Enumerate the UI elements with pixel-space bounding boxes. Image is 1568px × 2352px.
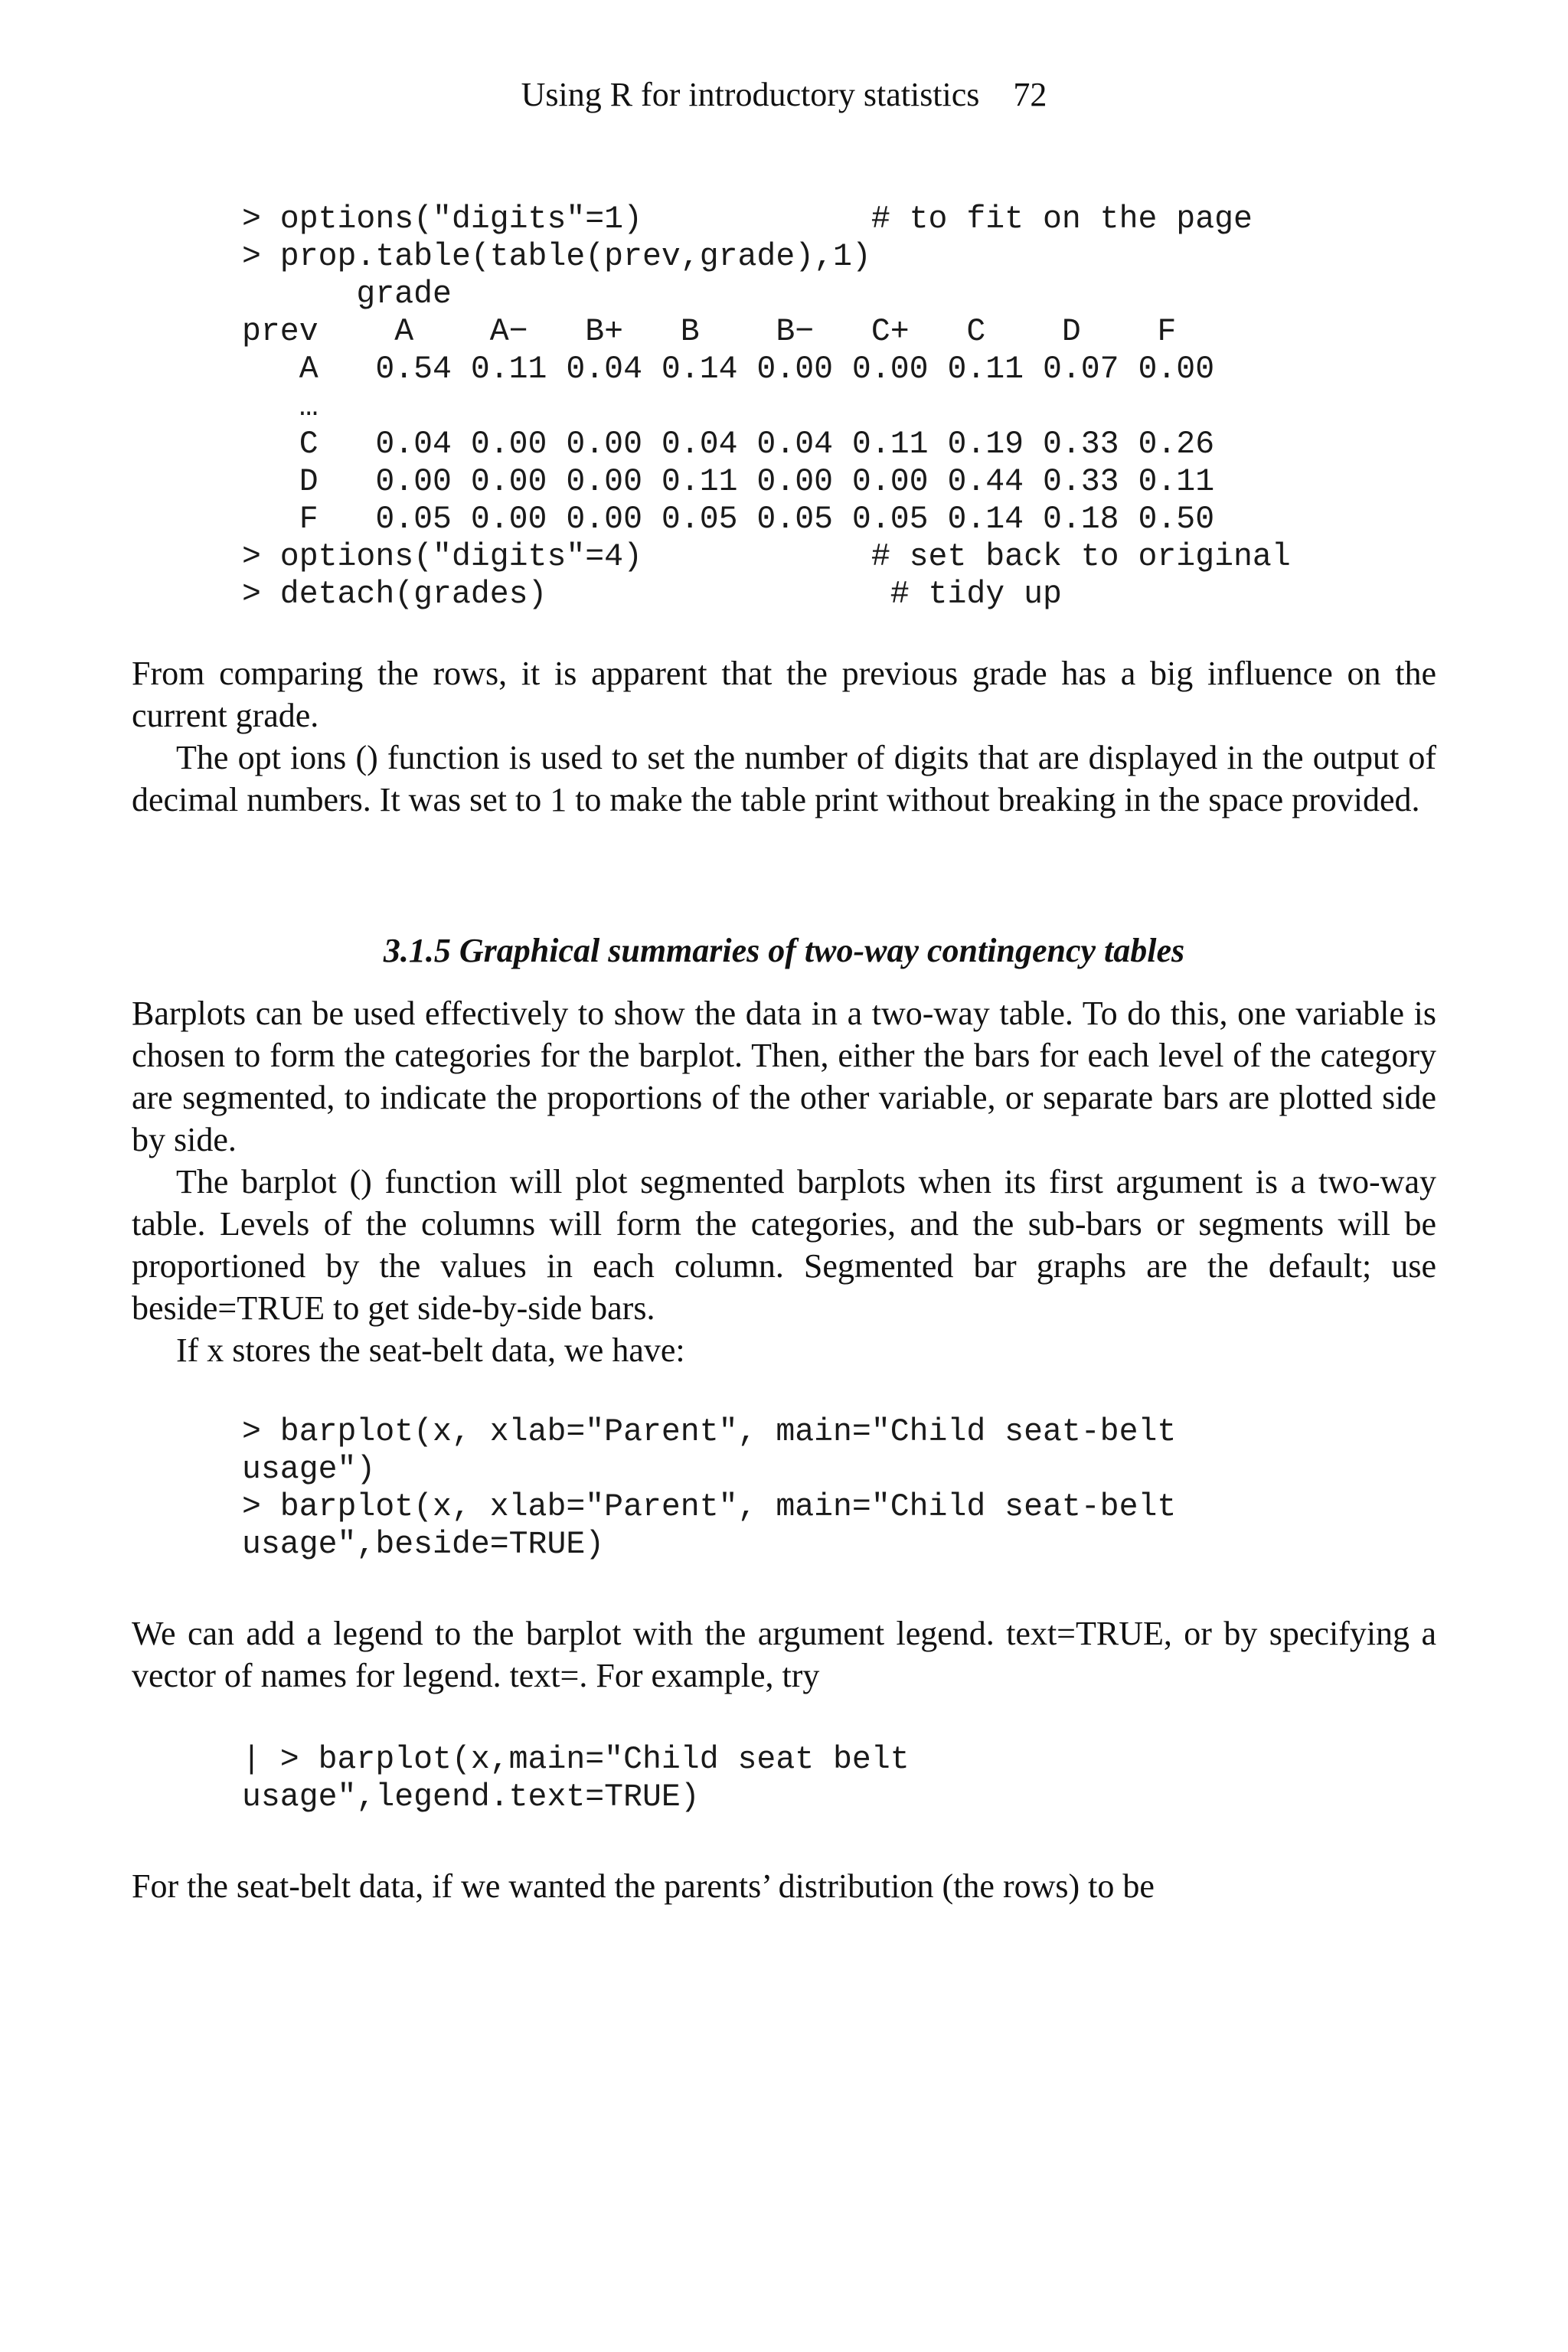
paragraph: For the seat-belt data, if we wanted the parents’ distribution (the rows) to be xyxy=(132,1867,1155,1905)
code-block-prop-table xyxy=(242,201,1291,613)
code-line: > prop.table(table(prev,grade),1) xyxy=(242,239,871,275)
body-text-legend xyxy=(132,1612,1436,1697)
paragraph: If x stores the seat-belt data, we have: xyxy=(176,1331,685,1369)
code-line: usage") xyxy=(242,1452,376,1488)
code-line: usage",legend.text=TRUE) xyxy=(242,1779,700,1815)
code-line: … xyxy=(242,389,318,425)
code-block-barplot xyxy=(242,1413,1176,1563)
code-line: > barplot(x, xlab="Parent", main="Child seat-belt xyxy=(242,1414,1177,1450)
body-text-rows-comparison xyxy=(132,652,1436,821)
body-text-barplots xyxy=(132,992,1436,1371)
code-block-legend xyxy=(242,1741,910,1816)
code-line: C 0.04 0.00 0.00 0.04 0.04 0.11 0.19 0.33 0.26 xyxy=(242,426,1215,462)
code-line: D 0.00 0.00 0.00 0.11 0.00 0.00 0.44 0.33 0.11 xyxy=(242,464,1215,500)
code-line: > barplot(x, xlab="Parent", main="Child seat-belt xyxy=(242,1489,1177,1525)
paragraph: From comparing the rows, it is apparent that the previous grade has a big influence on the current grade. xyxy=(132,655,1436,734)
code-line: grade xyxy=(242,276,452,312)
code-line: > options("digits"=4) # set back to original xyxy=(242,539,1291,575)
code-line: prev A A− B+ B B− C+ C D F xyxy=(242,314,1177,350)
body-text-seat-belt xyxy=(132,1865,1436,1907)
paragraph: The barplot () function will plot segmented barplots when its first argument is a two-way table. Levels of the columns will form the categories, and the sub-bars or segments will be proportioned by the values in each column. Segmented bar graphs are the default; use beside=TRUE to get side-by-side bars. xyxy=(132,1163,1436,1327)
section-heading: 3.1.5 Graphical summaries of two-way contingency tables xyxy=(383,932,1185,969)
code-line: > detach(grades) # tidy up xyxy=(242,577,1062,612)
paragraph: The opt ions () function is used to set the number of digits that are displayed in the output of decimal numbers. It was set to 1 to make the table print without breaking in the space provided. xyxy=(132,739,1436,818)
code-line: | > barplot(x,main="Child seat belt xyxy=(242,1742,910,1778)
code-line: F 0.05 0.00 0.00 0.05 0.05 0.05 0.14 0.18 0.50 xyxy=(242,501,1215,537)
paragraph: We can add a legend to the barplot with the argument legend. text=TRUE, or by specifying a vector of names for legend. text=. For example, try xyxy=(132,1615,1436,1694)
code-line: > options("digits"=1) # to fit on the page xyxy=(242,201,1253,237)
code-line: usage",beside=TRUE) xyxy=(242,1527,605,1563)
running-head: Using R for introductory statistics 72 xyxy=(521,76,1047,113)
code-line: A 0.54 0.11 0.04 0.14 0.00 0.00 0.11 0.07 0.00 xyxy=(242,351,1215,387)
paragraph: Barplots can be used effectively to show the data in a two-way table. To do this, one variable is chosen to form the categories for the barplot. Then, either the bars for each level of the category are segmented, to indicate the proportions of the other variable, or separate bars are plotted side by side. xyxy=(132,995,1436,1158)
